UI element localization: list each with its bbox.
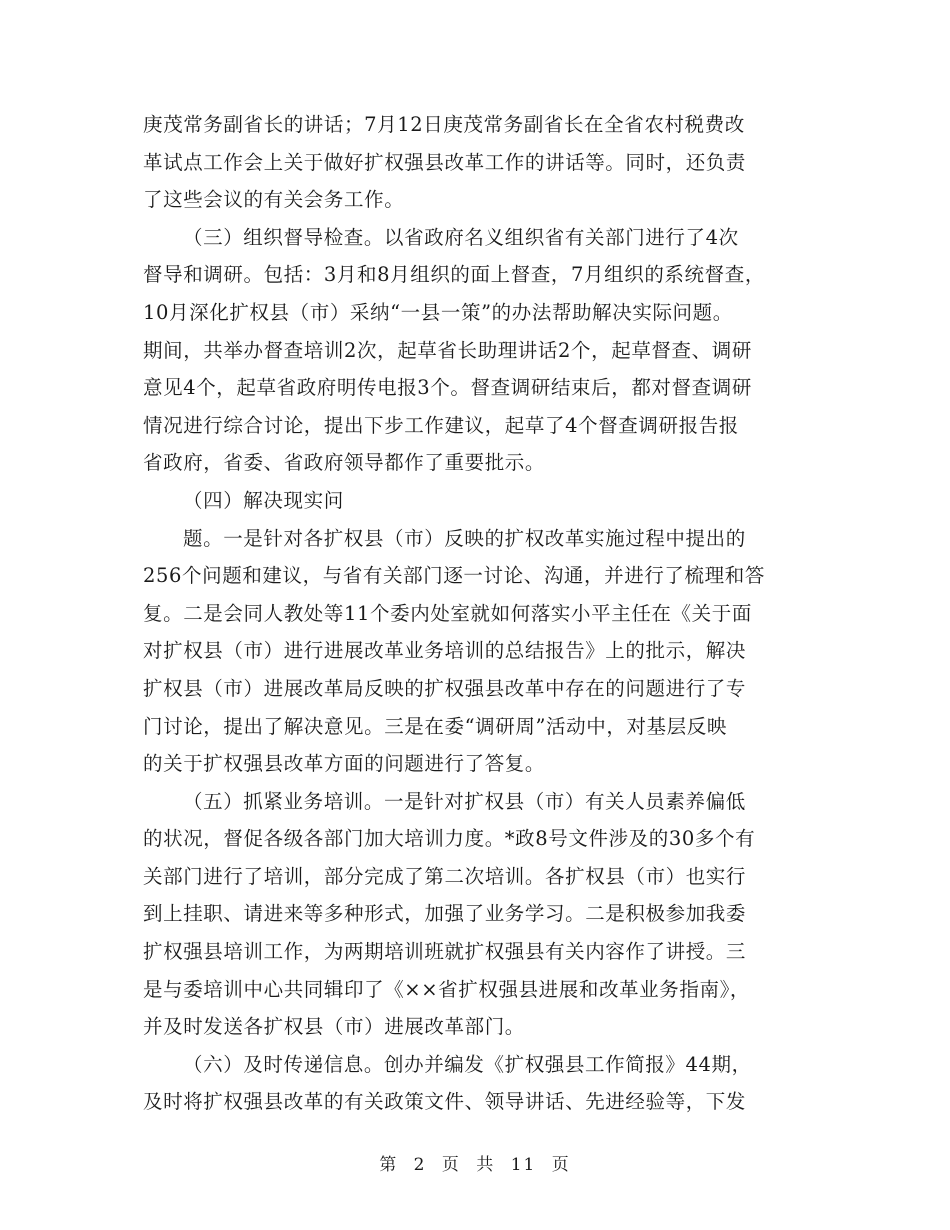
section-heading-line: （六）及时传递信息。创办并编发《扩权强县工作简报》44期，	[183, 1052, 752, 1076]
text-line: 期间，共举办督查培训2次，起草省长助理讲话2个，起草督查、调研	[143, 338, 752, 362]
text-line: 扩权强县培训工作，为两期培训班就扩权强县有关内容作了讲授。三	[143, 940, 747, 964]
text-line: 并及时发送各扩权县（市）进展改革部门。	[143, 1015, 525, 1039]
section-heading-line: （四）解决现实问	[183, 488, 344, 512]
text-line: 10月深化扩权县（市）采纳“一县一策”的办法帮助解决实际问题。	[143, 300, 733, 324]
text-line: 扩权县（市）进展改革局反映的扩权强县改革中存在的问题进行了专	[143, 676, 747, 700]
text-line: 情况进行综合讨论，提出下步工作建议，起草了4个督查调研报告报	[143, 413, 739, 437]
total-page-count: 11	[510, 1155, 537, 1175]
text-line: 庚茂常务副省长的讲话；7月12日庚茂常务副省长在全省农村税费改	[143, 113, 745, 136]
page-footer	[0, 1150, 950, 1175]
text-line: 了这些会议的有关会务工作。	[143, 188, 405, 212]
text-line: 到上挂职、请进来等多种形式，加强了业务学习。二是积极参加我委	[143, 902, 747, 926]
section-heading-line: （五）抓紧业务培训。一是针对扩权县（市）有关人员素养偏低	[183, 789, 746, 813]
text-line: 督导和调研。包括：3月和8月组织的面上督查，7月组织的系统督查，	[143, 263, 765, 287]
text-line: 革试点工作会上关于做好扩权强县改革工作的讲话等。同时，还负责	[143, 150, 747, 174]
text-line: 意见4个，起草省政府明传电报3个。督查调研结束后，都对督查调研	[143, 376, 752, 400]
current-page-number: 2	[413, 1155, 427, 1175]
footer-ye: 页	[441, 1155, 461, 1175]
text-line: 门讨论，提出了解决意见。三是在委“调研周”活动中，对基层反映	[143, 714, 727, 738]
footer-di: 第	[379, 1155, 399, 1175]
text-line: 题。一是针对各扩权县（市）反映的扩权改革实施过程中提出的	[183, 526, 746, 550]
text-line: 及时将扩权强县改革的有关政策文件、领导讲话、先进经验等，下发	[143, 1090, 747, 1114]
document-body	[143, 106, 811, 1121]
footer-gong: 共	[476, 1155, 496, 1175]
text-line: 省政府，省委、省政府领导都作了重要批示。	[143, 451, 546, 475]
text-line: 复。二是会同人教处等11个委内处室就如何落实小平主任在《关于面	[143, 601, 752, 625]
text-line: 的关于扩权强县改革方面的问题进行了答复。	[143, 752, 546, 776]
section-heading-line: （三）组织督导检查。以省政府名义组织省有关部门进行了4次	[183, 225, 739, 249]
text-line: 是与委培训中心共同辑印了《××省扩权强县进展和改革业务指南》，	[143, 977, 751, 1001]
text-line: 256个问题和建议，与省有关部门逐一讨论、沟通，并进行了梳理和答	[143, 564, 765, 588]
text-line: 对扩权县（市）进行进展改革业务培训的总结报告》上的批示，解决	[143, 639, 747, 663]
text-line: 关部门进行了培训，部分完成了第二次培训。各扩权县（市）也实行	[143, 864, 747, 888]
text-line: 的状况，督促各级各部门加大培训力度。*政8号文件涉及的30多个有	[143, 827, 756, 851]
footer-ye-end: 页	[551, 1155, 571, 1175]
